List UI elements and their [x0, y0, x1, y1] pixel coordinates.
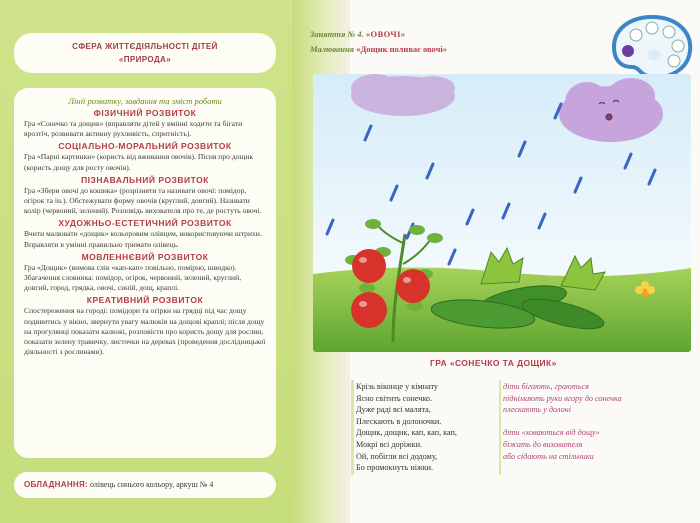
section-text: Спостереження на городі: помідори та огірки на грядці під час дощу подивитись у вікно, звернути увагу малюків на дощові краплі; після дощу на прогулянці показати калюжі, розповісти про користь дощу для рослин, показати зелену травичку, листочки на деревах (проведення дослідницької діяльності з рослинами).: [24, 306, 266, 357]
poem-block: [356, 381, 457, 474]
poem-line: Ясно світить сонечко.: [356, 393, 433, 403]
equipment-box: [14, 472, 276, 498]
equipment-label: ОБЛАДНАННЯ:: [24, 480, 88, 489]
action-line: діти бігають, граються: [503, 382, 589, 391]
poem-line: Плескають в долоночки.: [356, 416, 442, 426]
sphere-title-line2: «ПРИРОДА»: [118, 55, 172, 64]
drawing-title: «Дощик поливає овочі»: [356, 44, 447, 54]
equipment-text: олівець синього кольору, аркуш № 4: [89, 480, 214, 489]
actions-block: [503, 381, 622, 462]
section-text: Вчити малювати «дощик» кольоровим олівцем, використовуючи штрихи. Вправляти в умінні правильно тримати олівець.: [24, 229, 262, 249]
game-heading: ГРА «СОНЕЧКО ТА ДОЩИК»: [430, 358, 557, 368]
lesson-topic: «ОВОЧІ»: [365, 29, 406, 39]
section-heading: КРЕАТИВНИЙ РОЗВИТОК: [86, 295, 204, 306]
drawing-heading: [310, 44, 447, 54]
palette-icon: [610, 13, 694, 83]
rain-vegetables-illustration: [313, 74, 691, 352]
poem-line: Дуже раді всі малята,: [356, 405, 431, 415]
actions-divider: [499, 380, 501, 475]
poem-line: Бо промокнуть ніжки.: [356, 463, 434, 473]
section-heading: ФІЗИЧНИЙ РОЗВИТОК: [93, 108, 197, 118]
action-line: плескають у долоні: [503, 405, 572, 415]
section-heading: ХУДОЖНЬО-ЕСТЕТИЧНИЙ РОЗВИТОК: [58, 218, 232, 229]
section-text: Гра «Парні картинки» (користь від вживання овочів). Пісня про дощик (користь дощу для росту овочів).: [24, 152, 254, 172]
poem-line: Дощик, дощик, кап, кап, кап,: [356, 428, 457, 438]
poem-line: Мокрі всі доріжки.: [356, 439, 423, 449]
cloud-left: [351, 74, 455, 116]
lesson-prefix: Заняття № 4.: [310, 29, 364, 39]
poem-line: Ой, побігли всі додому,: [356, 451, 438, 461]
action-line: або сідають на стільчики: [503, 451, 594, 461]
sphere-title-line1: СФЕРА ЖИТТЄДІЯЛЬНОСТІ ДІТЕЙ: [72, 42, 218, 51]
action-line: діти «ховаються від дощу»: [503, 428, 600, 438]
poem-line: Крізь віконце у кімнату: [356, 382, 439, 391]
poem-divider: [351, 380, 354, 475]
drawing-prefix: Малювання: [310, 44, 355, 54]
action-line: біжать до вихователя: [503, 439, 583, 449]
section-text: Гра «Сонечко та дощик» (вправляти дітей у вмінні ходити та бігати врозтіч, розвивати активну рухливість, спритність).: [24, 119, 243, 139]
section-heading: ПІЗНАВАЛЬНИЙ РОЗВИТОК: [81, 174, 209, 185]
action-spacer: [503, 416, 622, 428]
development-content-box: [14, 88, 276, 458]
lesson-heading: [310, 29, 405, 39]
section-heading: СОЦІАЛЬНО-МОРАЛЬНИЙ РОЗВИТОК: [58, 141, 232, 152]
sphere-title-box: [14, 33, 276, 73]
cloud-right: [559, 78, 663, 142]
section-text: Гра «Збери овочі до кошика» (розрізняти та називати овочі: помідор, огірок та ін.). Обстежувати форму овочів (круглий, довгий). Називати колір (червоний, зелений). Розповідь вихователя про те, де ростуть овочі.: [24, 185, 262, 216]
lines-heading: Лінії розвитку, завдання та зміст роботи: [68, 96, 222, 106]
section-heading: МОВЛЕННЄВИЙ РОЗВИТОК: [81, 251, 209, 262]
action-line: піднімають руки вгору до сонечка: [503, 393, 622, 403]
section-text: Гра «Дощик» (вимова слів «кап-кап» повільно, помірно, швидко). Збагачення словника: помідор, огірок, червоний, зелений, круглий, довгий, город, грядка, овочі, синій, дощ, краплі.: [24, 262, 242, 293]
